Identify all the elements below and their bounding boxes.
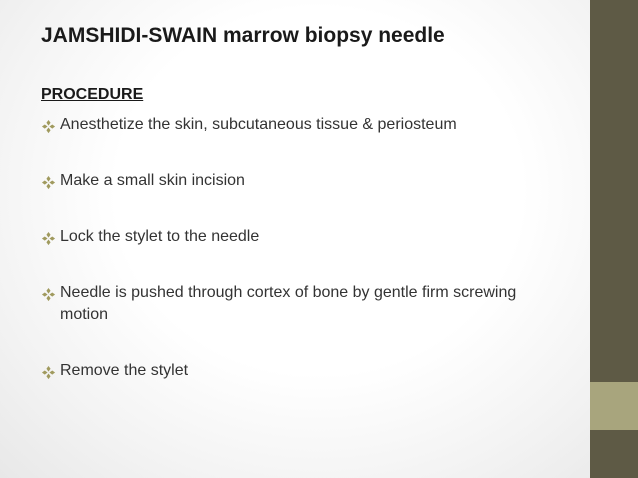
- bullet-item: [41, 226, 561, 248]
- bullet-item: [41, 282, 561, 326]
- slide-title: JAMSHIDI-SWAIN marrow biopsy needle: [41, 24, 445, 47]
- four-diamond-icon: [41, 365, 56, 380]
- four-diamond-icon: [41, 119, 56, 134]
- bullet-text: Make a small skin incision: [60, 172, 245, 189]
- four-diamond-icon: [41, 175, 56, 190]
- bullet-item: [41, 170, 561, 192]
- bullet-item: [41, 114, 561, 136]
- four-diamond-icon: [41, 231, 56, 246]
- bullet-text: Remove the stylet: [60, 362, 189, 379]
- bullet-text: Needle is pushed through cortex of bone by gentle firm screwing motion: [60, 284, 517, 323]
- sidebar-accent-block: [590, 382, 638, 430]
- bullet-list: [41, 114, 561, 382]
- four-diamond-icon: [41, 287, 56, 302]
- section-heading: PROCEDURE: [41, 86, 144, 103]
- bullet-text: Anesthetize the skin, subcutaneous tissue & periosteum: [60, 116, 457, 133]
- bullet-text: Lock the stylet to the needle: [60, 228, 260, 245]
- bullet-item: [41, 360, 561, 382]
